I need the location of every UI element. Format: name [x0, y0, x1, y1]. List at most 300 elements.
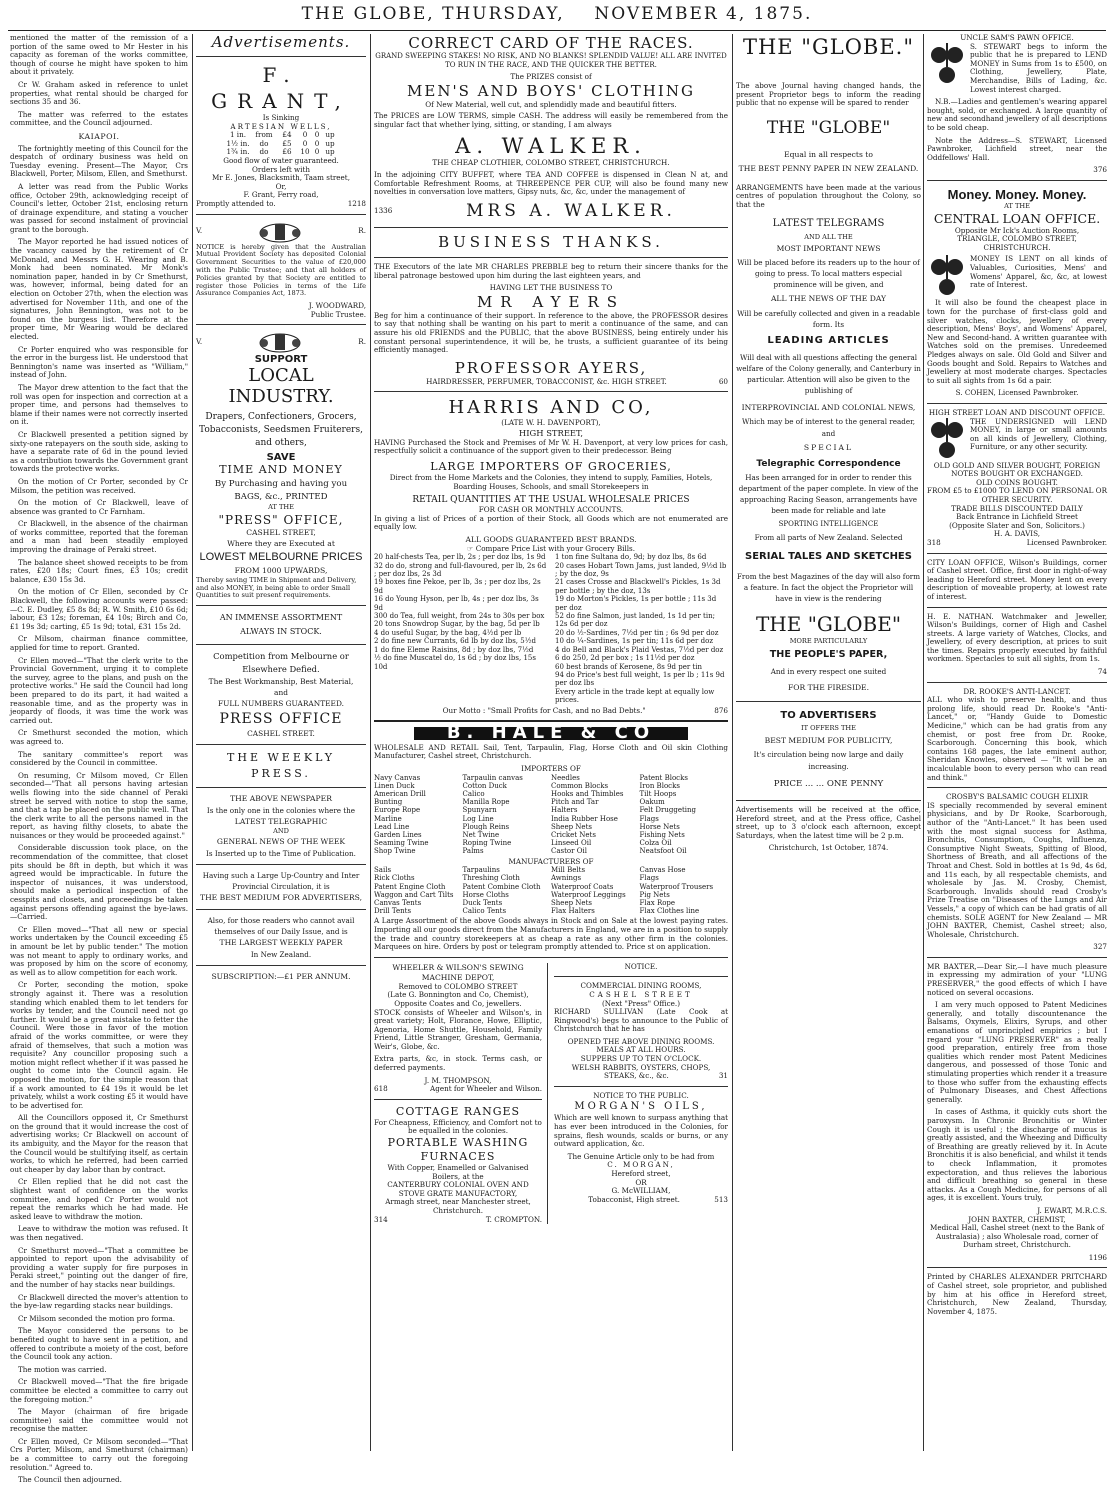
headline: THE "GLOBE."	[742, 35, 915, 59]
line: The Best Workmanship, Best Material,	[208, 677, 354, 687]
line: HAVING LET THE BUSINESS TO	[489, 283, 613, 293]
grant-price-table	[196, 131, 366, 157]
headline: MEN'S AND BOYS' CLOTHING	[407, 81, 695, 100]
manufacture-item: Tarpaulins	[462, 866, 500, 875]
paragraph: Cr Blackwell moved—"That the fire brigade committee be elected a committee to carry out the foregoing motion."	[10, 1377, 188, 1404]
import-item: Spunyarn	[462, 806, 497, 815]
headline: LARGE IMPORTERS OF GROCERIES,	[430, 460, 672, 474]
line: Will deal with all questions affecting the general welfare of the Colony generally, and Canterbury in particular. Attention will also be given to the publishing of	[736, 353, 921, 396]
import-item: Hooks and Thimbles	[551, 789, 624, 798]
line: SPORTING INTELLIGENCE	[778, 520, 879, 529]
price-list-item: 32 do do, strong and full-flavoured, per lb, 2s 6d ; per doz lbs, 2s 3d	[374, 561, 547, 579]
subheading: MANUFACTURERS OF	[508, 856, 594, 866]
line: CASHEL STREET.	[247, 729, 315, 739]
divider	[554, 976, 728, 977]
line: Will be carefully collected and given in a readable form. Its	[737, 309, 920, 330]
line: AND	[273, 827, 289, 836]
line: IT OFFERS THE	[800, 724, 856, 733]
divider	[927, 180, 1107, 181]
ad-number: 74	[1097, 667, 1107, 677]
imports-grid	[374, 774, 728, 856]
ad-number: 31	[718, 1071, 728, 1081]
divider	[927, 957, 1107, 958]
grant-line: F. Grant, Ferry road,	[243, 190, 319, 200]
import-item: Sheep Nets	[551, 822, 592, 831]
divider	[927, 787, 1107, 788]
price-list-right	[555, 553, 728, 704]
import-item: Tilt Hoops	[639, 789, 677, 798]
line: STEAKS, &c., &c.	[604, 1071, 669, 1081]
import-item: Pitch and Tar	[551, 798, 599, 807]
paragraph: mentioned the matter of the remission of a portion of the same owed to Mr Hester in his capacity as foreman of the works committee, though of course he might have spoken to him about it privately.	[10, 33, 188, 77]
manufacture-item: Flags	[639, 874, 659, 883]
divider	[374, 227, 728, 228]
paragraph: ARRANGEMENTS have been made at the various centres of population throughout the Colony, so that the	[736, 182, 921, 209]
divider	[374, 391, 728, 392]
paragraph: Cr Smethurst moved—"That a committee be appointed to report upon the advisability of providing a water supply for fire purposes in Peraki street," pointing out the danger of fire, and the number of hay stacks near buildings.	[10, 1245, 188, 1289]
line: BEST MEDIUM FOR PUBLICITY,	[764, 735, 893, 745]
line: The PRIZES consist of	[510, 72, 592, 82]
paragraph: STOCK consists of Wheeler and Wilson's, in great variety; Holt, Florance, Howe, Elliptic, Agenoria, Home Shuttle, Household, Family Friend, Little Stranger, Gresham, Germania, Weir's, Globe, &c.	[374, 1007, 542, 1051]
masthead-left: THE GLOBE, THURSDAY,	[301, 4, 565, 24]
manufacture-item: Patent Combine Cloth	[462, 882, 541, 891]
grant-price-row: 1½ in. do £5 0 0 up	[226, 138, 335, 148]
price-list-item: 20 half-chests Tea, per lb, 2s ; per doz lbs, 1s 9d	[374, 553, 546, 562]
ad-number: 1196	[1088, 1252, 1107, 1262]
import-item: Colza Oil	[639, 839, 672, 848]
divider	[374, 1099, 542, 1100]
price-list-item: 1 ton fine Sultana do, 9d; by doz lbs, 8s 6d	[555, 553, 707, 562]
paragraph: Cr Blackwell, in the absence of the chairman of works committee, reported that the foreman and a man had been steadily employed improving the drainage of Peraki street.	[10, 519, 188, 555]
manufacture-item: Canvas Tents	[374, 898, 422, 907]
line: AND ALL THE	[804, 232, 853, 241]
line: INTERPROVINCIAL AND COLONIAL NEWS,	[741, 403, 916, 413]
line: AN IMMENSE ASSORTMENT	[219, 613, 343, 623]
headline: LOWEST MELBOURNE PRICES	[199, 550, 363, 563]
line: TRIANGLE, COLOMBO STREET,	[957, 234, 1077, 244]
line: ALL THE NEWS OF THE DAY	[770, 294, 887, 304]
headline: COTTAGE RANGES	[395, 1104, 521, 1118]
price-list-item: 19 do Morton's Pickles, 1s per bottle ; 11s 3d per doz	[555, 595, 717, 612]
line: Opposite Mr Ick's Auction Rooms,	[954, 225, 1080, 235]
price-list-item: 6 do 250, 2d per box ; 1s 11½d per doz	[555, 654, 695, 663]
paragraph: N.B.—Ladies and gentlemen's wearing apparel bought, sold, or exchanged. A large quantity of new and secondhand jewellery of all descriptions to be sold cheap.	[927, 97, 1107, 132]
column-rule	[732, 34, 733, 1451]
imprint: Printed by CHARLES ALEXANDER PRITCHARD of Cashel street, sole proprietor, and published by him at his office in Hereford street, Christchurch, New Zealand, Thursday, November 4, 1875.	[927, 1272, 1107, 1316]
divider	[196, 744, 366, 745]
line: SPECIAL	[803, 443, 854, 453]
line: T. CROMPTON.	[485, 1214, 542, 1224]
paragraph: Leave to withdraw the motion was refused. It was then negatived.	[10, 1224, 188, 1242]
headline: A. WALKER.	[455, 133, 647, 158]
price-list-item: 52 do fine Salmon, just landed, 1s 1d per tin; 12s 6d per doz	[555, 612, 715, 629]
line: THE ABOVE NEWSPAPER	[230, 794, 332, 804]
import-item: Cotton Duck	[462, 781, 507, 790]
paragraph: A letter was read from the Public Works office, October 29th, acknowledging receipt of Council's letter, October 21st, enclosing return of drainage expenditure, and stating a voucher was passed for second instalment of provincial grant to the borough.	[10, 181, 188, 234]
line: CANTERBURY COLONIAL OVEN AND STOVE GRATE MANUFACTORY,	[387, 1180, 529, 1198]
line: FOR CASH OR MONTHLY ACCOUNTS.	[478, 505, 624, 515]
paragraph: Advertisements will be received at the office, Hereford street, and at the Press office, Cashel street, up to 3 o'clock each afternoon, except Saturdays, when the latest time will be 2 p.m.	[736, 804, 921, 840]
line: Is Inserted up to the Time of Publication.	[206, 849, 356, 859]
price-list-item: 16 do Young Hyson, per lb, 4s ; per doz lbs, 3s 9d	[374, 595, 539, 612]
price-list-item: 20 cases Hobart Town Jams, just landed, 9½d lb ; by the doz, 9s	[555, 561, 727, 579]
grant-line: Or,	[275, 181, 287, 191]
line: S. COHEN, Licensed Pawnbroker.	[955, 388, 1079, 398]
paragraph: The Mayor drew attention to the fact that the roll was open for inspection and correction at a proper time, and persons had themselves to blame if their names were not correctly inserted on it.	[10, 382, 188, 427]
divider	[927, 1267, 1107, 1268]
paragraph: THE Executors of the late MR CHARLES PREBBLE beg to return their sincere thanks for the liberal patronage bestowed upon him during the last eighteen years, and	[374, 261, 728, 280]
import-item: Garden Lines	[374, 830, 422, 839]
price-list-item: 20 tons Snowdrop Sugar, by the bag, 5d per lb	[374, 620, 540, 629]
paragraph: WHOLESALE AND RETAIL Sail, Tent, Tarpaulin, Flag, Horse Cloth and Oil skin Clothing Manufacturer, Cashel street, Christchurch.	[374, 742, 728, 761]
line: FROM £5 to £1000 TO LEND ON PERSONAL OR OTHER SECURITY.	[927, 486, 1107, 504]
import-item: Common Blocks	[551, 781, 609, 790]
line: Hereford street,	[611, 1169, 671, 1178]
import-item: Seaming Twine	[374, 839, 429, 848]
line: MOST IMPORTANT NEWS	[776, 244, 881, 254]
headline: MORGAN'S OILS,	[574, 1101, 708, 1113]
paragraph: Cr Smethurst seconded the motion, which was agreed to.	[10, 728, 188, 746]
divider	[927, 403, 1107, 404]
paragraph: MONEY IS LENT on all kinds of Valuables, Curiosities, Mens' and Womens' Apparel, &c, &c, at lowest rate of Interest.	[970, 254, 1107, 290]
divider	[927, 607, 1107, 608]
import-item: Log Line	[462, 814, 494, 823]
line: THE BEST PENNY PAPER IN NEW ZEALAND.	[738, 163, 919, 173]
divider	[196, 909, 366, 910]
line: C. MORGAN,	[607, 1160, 675, 1170]
paragraph: In cases of Asthma, it quickly cuts short the paroxysm. In Chronic Bronchitis or Winter Cough it is useful ; the discharge of mucus is greatly assisted, and the Wheezing and Difficulty of Breathing are greatly relieved by it. In Acute Bronchitis it is also beneficial, and whilst it tends to check Inflammation, it promotes expectoration, and thus relieves the laborious and difficult breathing so general in these attacks. As a Cough Medicine, for persons of all ages, it is excellent. Yours truly,	[927, 1107, 1107, 1203]
price-list-item: ½ do fine Muscatel do, 1s 6d ; by doz lbs, 15s 10d	[374, 654, 536, 671]
pointing-hand-icon: ☞	[466, 543, 474, 553]
import-item: Calico	[462, 789, 485, 798]
line: TRADE BILLS DISCOUNTED DAILY	[951, 503, 1083, 513]
manufacture-item: Threshing Cloth	[462, 874, 520, 883]
paragraph: The Mayor considered the persons to be benefited ought to have sent in a petition, and offered to contribute a moiety of the cost, before the Council took any action.	[10, 1326, 188, 1362]
line: CHRISTCHURCH.	[983, 242, 1051, 252]
line: SUBSCRIPTION:—£1 PER ANNUM.	[211, 972, 351, 982]
line: Back Entrance in Lichfield Street	[956, 512, 1078, 522]
line: WELSH RABBITS, OYSTERS, CHOPS,	[571, 1062, 711, 1072]
ad-number: 618	[374, 1084, 388, 1094]
paragraph: On resuming, Cr Milsom moved, Cr Ellen seconded—"That all persons having artesian wells flowing into the side channel of Peraki street be served with notice to stop the same, and that a tap be placed on the public well. That the clerk write to all the persons named in the report, as having filthy closets, to abate the nuisances or they would be proceeded against."	[10, 770, 188, 840]
import-item: Plough Reins	[462, 822, 510, 831]
headline: Money. Money. Money.	[947, 186, 1087, 202]
line: Armagh street, near Manchester street, Christchurch.	[385, 1197, 531, 1215]
import-item: Oakum	[639, 798, 665, 807]
masthead-rule	[8, 30, 1106, 31]
paragraph: Cr Porter, seconding the motion, spoke strongly against it. There was a resolution standing which enabled them to let tenders for works by tender, and the Council need not go further. It would be a great mistake to fetter the Council. Were those in favor of the motion afraid of the works committee, or were they afraid of themselves, that such a motion was requisite? Any councillor proposing such a motion might reflect whether if it was passed he ought to come into the Council again. He opposed the motion, for the simple reason that if a work amounted to £4 19s it would be let privately, whilst a work costing £5 it would have to be advertised for.	[10, 980, 188, 1110]
price-list-item: 94 do Price's best full weight, 1s per lb ; 11s 9d per doz lbs	[555, 670, 725, 688]
section-heading: KAIAPOI.	[78, 131, 120, 141]
headline: "PRESS" OFFICE,	[218, 513, 344, 528]
paragraph: Note the Address—S. STEWART, Licensed Pawnbroker, Lichfield street, near the Oddfellows' Hall.	[927, 135, 1107, 162]
paragraph: Cr Ellen moved—"That the clerk write to the Provincial Government, urging it to complete the survey, agree to the plans, and push on the protective works." He said the Council had long been prepared to do its part, it had waited a reasonable time, and as the property was in jeopardy of floods, it was time the work was carried out.	[10, 655, 188, 725]
manufacture-item: Sheep Nets	[551, 898, 592, 907]
line: With Copper, Enamelled or Galvanised Boilers, at the	[387, 1163, 529, 1181]
grant-line: Good flow of water guaranteed.	[223, 155, 339, 165]
main-advertisements-column	[374, 34, 728, 1451]
price-list-item: 19 boxes fine Pekoe, per lb, 3s ; per doz lbs, 2s 9d	[374, 578, 541, 595]
import-item: Neatsfoot Oil	[639, 847, 687, 856]
paragraph: The Mayor (chairman of fire brigade committee) said the committee would not recognise the matter.	[10, 1407, 188, 1434]
import-item: Marline	[374, 814, 402, 823]
paragraph: On the motion of Cr Blackwell, leave of absence was granted to Cr Farnham.	[10, 498, 188, 516]
paragraph: The sanitary committee's report was considered by the Council in committee.	[10, 749, 188, 768]
line: Having such a Large Up-Country and Inter Provincial Circulation, it is	[202, 871, 360, 892]
divider	[196, 965, 366, 966]
headline: Telegraphic Correspondence	[756, 459, 901, 470]
headline: CROSBY'S BALSAMIC COUGH ELIXIR	[945, 792, 1089, 802]
vr-letter: V.	[196, 337, 203, 346]
ad-number: 1336	[374, 206, 393, 216]
import-item: Net Twine	[462, 830, 500, 839]
ad-number: 513	[714, 1194, 728, 1204]
ad-number: 327	[1093, 942, 1107, 952]
paragraph: MR BAXTER,—Dear Sir,—I have much pleasure in expressing my admiration of your "LUNG PRESERVER," the good effects of which I have noticed on several occasions.	[927, 961, 1107, 997]
paragraph: NOTICE is hereby given that the Australian Mutual Provident Society has deposited Colonial Government Securities to the value of £20,000 with the Public Trustee; and that all holders of Policies granted by that Society are entitled to register those Policies in terms of the Life Assurance Companies Act, 1873.	[196, 242, 366, 298]
line: From all parts of New Zealand. Selected	[754, 533, 903, 543]
line: Will be placed before its readers up to the hour of going to press. To local matters especial prominence will be given, and	[737, 258, 920, 290]
line: Which may be of interest to the general reader, and	[741, 417, 916, 439]
import-item: American Drill	[374, 789, 426, 798]
import-item: Shop Twine	[374, 847, 416, 856]
manufacture-item: Flax Rope	[639, 898, 676, 907]
pawnbrokers-column	[927, 34, 1107, 1451]
line: and	[274, 688, 288, 698]
import-item: Felt Druggeting	[639, 806, 697, 815]
royal-crest-icon	[255, 220, 305, 244]
paragraph: Medical Hall, Cashel street (next to the Bank of Australasia) ; also Wholesale road, corner of Durham street, Christchurch.	[929, 1223, 1105, 1250]
import-item: India Rubber Hose	[551, 814, 618, 823]
hale-logo: B. HALE & CO	[414, 727, 688, 740]
wheeler-wilson-ad	[374, 963, 548, 1224]
line: ALWAYS IN STOCK.	[240, 627, 322, 637]
manufacture-item: Drill Tents	[374, 907, 412, 916]
line: AT THE	[268, 503, 294, 512]
dining-rooms-ad	[554, 963, 728, 1224]
manufacture-item: Waterproof Trousers	[639, 882, 714, 891]
subheading: GRAND SWEEPING STAKES! NO RISK, AND NO BLANKS! SPLENDID VALUE! ALL ARE INVITED TO RUN IN THE RACE, AND THE QUICKER THE BETTER.	[375, 52, 727, 69]
line: In New Zealand.	[250, 950, 312, 960]
price-list-item: 10 do ¼-Sardines, 1s per tin; 11s 6d per doz	[555, 637, 714, 646]
line: HIGH STREET,	[518, 427, 584, 438]
line: Tobacconist, High street.	[588, 1194, 680, 1204]
paragraph: The PRICES are LOW TERMS, simple CASH. The address will easily be remembered from the singular fact that whether lying, sitting, or standing, I am always	[374, 111, 728, 129]
grant-line: Mr E. Jones, Blacksmith, Taam street,	[212, 173, 350, 183]
advertisements-column	[196, 34, 366, 1451]
paragraph: Cr Blackwell directed the mover's attention to the bye-law regarding stacks near buildings.	[10, 1292, 188, 1311]
paragraph: Direct from the Home Markets and the Colonies, they intend to supply, Families, Hotels, Boarding Houses, Schools, and small Storekeepers in	[389, 473, 713, 491]
divider	[196, 56, 366, 57]
line: Competition from Melbourne or Elsewhere Defied.	[213, 651, 349, 675]
price-list-item: Every article in the trade kept at equally low prices.	[555, 687, 715, 705]
line: Agent for Wheeler and Wilson.	[430, 1084, 542, 1094]
paragraph: Cr Blackwell presented a petition signed by sixty-one ratepayers on the south side, asking to have a separate rate of 6d in the pound levied as a contribution towards the Government grant towards the protective works.	[10, 429, 188, 474]
divider	[374, 257, 728, 258]
import-item: Palms	[462, 847, 484, 856]
paragraph: IS specially recommended by several eminent physicians, and by Dr Rooke, Scarborough, author of the "Anti-Lancet." It has been used with the most signal success for Asthma, Bronchitis, Consumption, Coughs, Influenza, Consumptive Night Sweats, Spitting of Blood, Shortness of Breath, and all affections of the Throat and Chest. Sold in bottles at 1s 9d, 4s 6d, and 11s each, by all respectable chemists, and wholesale by Jas. M. Crosby, Chemist, Scarborough. Invalids should read Crosby's Prize Treatise on "Diseases of the Lungs and Air Vessels," a copy of which can be had gratis of all chemists. SOLE AGENT for New Zealand — MR JOHN BAXTER, Chemist, Cashel street; also, Wholesale, Christchurch.	[927, 800, 1107, 939]
divider	[927, 553, 1107, 554]
line: CASHEL STREET	[589, 989, 693, 999]
line: G. McWILLIAM,	[611, 1186, 671, 1196]
line: THE CHEAP CLOTHIER, COLOMBO STREET, CHRISTCHURCH.	[432, 157, 670, 167]
manufacture-item: Duck Tents	[462, 898, 503, 907]
paragraph: Cr Ellen moved, Cr Milsom seconded—"That Crs Porter, Milsom, and Smethurst (chairman) be a committee to carry out the foregoing resolution." Agreed to.	[10, 1436, 188, 1472]
divider	[736, 800, 921, 801]
manufacture-item: Waterproof Coats	[551, 882, 614, 891]
paragraph: The above Journal having changed hands, the present Proprietor begs to inform the reading public that no expense will be spared to render	[736, 81, 921, 108]
signature: J. EWART, M.R.C.S.	[1037, 1205, 1107, 1215]
column-rule	[370, 34, 371, 1451]
import-item: Roping Twine	[462, 839, 512, 848]
paragraph: I am very much opposed to Patent Medicines generally, and totally discountenance the Balsams, Oxymels, Elixirs, Syrups, and other emanations of unprincipled empirics ; but I regard your "LUNG PRESERVER" as a really good preparation, entirely free from those qualities which render most Patent Medicines dangerous, and possessed of those Tonic and stimulating properties which render it a treasure to those who suffer from the exhausting effects of Pulmonary Diseases, and Chest Affections generally.	[927, 1000, 1107, 1104]
line: MEALS AT ALL HOURS.	[596, 1045, 686, 1055]
line	[374, 545, 728, 554]
paragraph: Cr Porter enquired who was responsible for the error in the burgess list. He understood that Bennington's name was inserted as "William," instead of John.	[10, 344, 188, 380]
paragraph: A Large Assortment of the above Goods always in Stock and on Sale at the lowest paying rates. Importing all our goods direct from the Manufacturers in England, we are in a position to supply the trade and country storekeepers at as cheap a rate as any other firm in the colonies. Marquees on hire. Orders by post or telegram promptly attended to. Price st on application.	[374, 916, 728, 952]
price-list-item: 4 do Bell and Black's Plaid Vestas, 7½d per doz	[555, 645, 724, 654]
manufacture-item: Horse Cloths	[462, 890, 509, 899]
divider	[736, 701, 921, 702]
price-list-item: 20 do ½-Sardines, 7½d per tin ; 6s 9d per doz	[555, 628, 719, 637]
vr-letter: V.	[196, 226, 203, 236]
line: CASHEL STREET,	[246, 528, 316, 538]
headline: SAVE	[266, 451, 296, 463]
paragraph: Thereby saving TIME in Shipment and Delivery, and also MONEY, in being able to order Small Quantities to suit present requirements.	[196, 575, 357, 600]
line: ALL GOODS GUARANTEED BEST BRANDS.	[465, 535, 637, 545]
line: PRICE ... ... ONE PENNY	[773, 778, 884, 789]
line: By Purchasing and having you	[214, 479, 348, 490]
ad-number: 1218	[347, 198, 366, 208]
price-list	[374, 553, 728, 704]
line: H. A. DAVIS,	[993, 529, 1041, 539]
paragraph: All the Councillors opposed it, Cr Smethurst on the ground that it would increase the cost of advertising works; Cr Blackwell on account of its ambiguity, and the Mayor for the reason that the Council would be stultifying itself, as certain works, to which he referred, had been carried out cheaper by day labor than by contract.	[10, 1113, 188, 1174]
headline: CENTRAL LOAN OFFICE.	[933, 210, 1101, 226]
paragraph: Cr Milsom, chairman finance committee, applied for time to report. Granted.	[10, 634, 188, 652]
paragraph: Which are well known to surpass anything that has ever been introduced in the Colonies, for sprains, flesh wounds, scalds or burns, or any outward application, &c.	[554, 1113, 728, 1149]
paragraph: Cr Milsom seconded the motion pro forma.	[18, 1313, 176, 1323]
headline: LATEST TELEGRAMS	[772, 217, 885, 229]
line: The Genuine Article only to be had from	[567, 1151, 715, 1161]
line: NOTICE TO THE PUBLIC.	[593, 1090, 689, 1100]
masthead-right: NOVEMBER 4, 1875.	[594, 4, 813, 24]
price-list-item: 300 do Tea, full weight, from 24s to 30s per box	[374, 612, 545, 621]
signature: J. WOODWARD,	[308, 301, 366, 311]
import-item: Bunting	[374, 798, 403, 807]
paragraph: THE UNDERSIGNED will LEND MONEY, in large or small amounts on all kinds of Jewellery, Clothing, Furniture, or any other security.	[970, 416, 1107, 452]
line: SUPPERS UP TO TEN O'CLOCK.	[580, 1054, 702, 1064]
line: GENERAL NEWS OF THE WEEK	[216, 837, 346, 847]
column-title: Advertisements.	[211, 33, 351, 51]
divider	[927, 682, 1107, 683]
import-item: Cricket Nets	[551, 830, 596, 839]
line: (Opposite Slater and Son, Solicitors.)	[949, 520, 1085, 530]
line: JOHN BAXTER, CHEMIST,	[968, 1214, 1066, 1224]
headline: DR. ROOKE'S ANTI-LANCET.	[963, 686, 1071, 696]
import-item: Europe Rope	[374, 806, 421, 815]
headline: PORTABLE WASHING FURNACES	[387, 1136, 529, 1164]
line: OR	[635, 1177, 647, 1187]
paragraph: The Council then adjourned.	[18, 1475, 122, 1485]
line: Equal in all respects to	[784, 149, 873, 159]
line: BAGS, &c., PRINTED	[234, 492, 328, 503]
headline: HARRIS AND CO,	[448, 397, 654, 419]
paragraph: Extra parts, &c, in stock. Terms cash, or deferred payments.	[374, 1054, 542, 1073]
line: Licensed Pawnbroker.	[1026, 537, 1107, 547]
grant-line: Orders left with	[252, 164, 310, 174]
paragraph: The fortnightly meeting of this Council for the despatch of ordinary business was held on Tuesday evening. Present—The Mayor, Crs Blackwell, Porter, Milsom, Ellen, and Smethurst.	[10, 143, 188, 179]
paragraph: HAVING Purchased the Stock and Premises of Mr W. H. Davenport, at very low prices for cash, respectfully solicit a continuance of the support given to their predecessor. Being	[374, 437, 728, 456]
ad-number: 376	[1093, 165, 1107, 175]
line: FULL NUMBERS GUARANTEED.	[218, 699, 344, 709]
ad-number: 318	[927, 537, 941, 547]
divider	[196, 644, 366, 645]
paragraph: RICHARD SULLIVAN (Late Cook at Ringwood's) begs to announce to the Public of Christchurch that he has	[554, 1007, 728, 1034]
headline: SERIAL TALES AND SKETCHES	[745, 551, 912, 563]
line: For Cheapness, Efficiency, and Comfort not to be equalled in the colonies.	[374, 1117, 542, 1136]
pawn-balls-icon	[927, 43, 967, 87]
paragraph: Considerable discussion took place, on the recommendation of the committee, that closet pits should be 8ft in depth, but which it was agreed would be impracticable. In future the inspector of nuisances, it was understood, should make a periodical inspection of the cesspits and closets, and proceedings be taken against persons offending against the bye-laws.—Carried.	[10, 843, 188, 922]
price-list-item: 4 do useful Sugar, by the bag, 4½d per lb	[374, 628, 522, 637]
headline: TIME AND MONEY	[219, 463, 343, 477]
paragraph: The balance sheet showed receipts to be from rates, £20 18s; Court fines, £3 10s; credit balance, £30 15s 3d.	[10, 557, 188, 584]
headline: MRS A. WALKER.	[466, 200, 676, 221]
headline: THE "GLOBE"	[755, 612, 902, 637]
import-item: Patent Blocks	[639, 773, 688, 782]
manufacture-item: Waggon and Cart Tilts	[374, 890, 454, 899]
column-rule	[192, 34, 193, 1451]
import-item: Castor Oil	[551, 847, 587, 856]
line: J. M. THOMPSON,	[424, 1075, 492, 1085]
paragraph: In the adjoining CITY BUFFET, where TEA AND COFFEE is dispensed in Clean N at, and Comfortable Refreshment Rooms, at THREEPENCE PER CUP, will also be found many new novelties in conversation love matters, Gipsy nuts, &c, &c, under the management of	[374, 170, 728, 197]
import-item: Halters	[551, 806, 578, 815]
headline: LOCAL INDUSTRY.	[228, 364, 334, 407]
manufactures-grid	[374, 866, 728, 915]
line: MORE PARTICULARLY	[789, 637, 868, 646]
manufacture-item: Rick Cloths	[374, 874, 415, 883]
divider	[196, 324, 366, 325]
headline: THE PEOPLE'S PAPER,	[769, 649, 888, 661]
motto: Our Motto : "Small Profits for Cash, and no Bad Debts."	[442, 705, 646, 715]
line: (LATE W. H. DAVENPORT),	[501, 418, 601, 428]
price-list-item: 60 best brands of Kerosene, 8s 9d per tin	[555, 662, 702, 671]
ad-number: 876	[714, 705, 728, 715]
price-list-item: 2 do fine new Currants, 6d lb by doz lbs, 5½d	[374, 637, 536, 646]
headline: TO ADVERTISERS	[780, 710, 877, 722]
paragraph: On the motion of Cr Ellen, seconded by Cr Blackwell, the following accounts were passed:—C. E. Dudley, £5 8s 8d; R. W. Smith, £10 6s 6d; labour, £3 12s; foreman, £4 10s; Birch and Co, £1 19s 3d; carting, £5 1s 9d; total, £31 15s 2d.	[10, 587, 188, 631]
line: Christchurch, 1st October, 1874.	[768, 843, 889, 853]
line: (Late G. Bonnington and Co, Chemist), Opposite Coates and Co, jewellers.	[387, 990, 529, 1008]
paragraph: The motion was carried.	[18, 1364, 107, 1374]
pawn-balls-icon	[927, 418, 967, 462]
grant-name: F. GRANT,	[211, 63, 351, 113]
paragraph: Beg for him a continuance of their support. In reference to the above, the PROFESSOR desires to say that nothing shall be wanting on his part to merit a continuance of the same, and can assure his old FRIENDS and the PUBLIC, that the above BUSINESS, being entirely under his constant personal superintendence, it will be, he trusts, a sufficient guarantee of its being efficiently managed.	[374, 310, 728, 355]
divider	[554, 1086, 728, 1087]
paragraph: Cr W. Graham asked in reference to unlet properties, what rental should be charged for sections 35 and 36.	[10, 79, 188, 107]
import-item: Tarpaulin canvas	[462, 773, 523, 782]
headline: WHEELER & WILSON'S SEWING MACHINE DEPOT,	[392, 962, 524, 982]
manufacture-item: Mill Belts	[551, 866, 586, 875]
paragraph: It will also be found the cheapest place in town for the purchase of first-class gold and silver watches, clocks, jewellery of every description, Mens' Boys', and Womens' Apparel, New and Second-hand. A written guarantee with Watches sold on the premises. Unredeemed Pledges always on sale. Old Gold and Silver and Goods bought and Sold. Repairs to Watches and Jewellery at most moderate charges. Spectacles to suit all sights from 1s 6d a pair.	[927, 298, 1107, 385]
line: THE BEST MEDIUM FOR ADVERTISERS,	[200, 893, 362, 903]
paragraph: H. E. NATHAN. Watchmaker and Jeweller, Wilson's Buildings, corner of High and Cashel streets. A large variety of Watches, Clocks, and Jewellery, of every description, at prices to suit the times. Repairs properly executed by faithful workmen. Spectacles to suit all sights, from 1s.	[927, 611, 1107, 664]
import-item: Iron Blocks	[639, 781, 680, 790]
headline: UNCLE SAM'S PAWN OFFICE.	[960, 33, 1074, 42]
price-list-left	[374, 553, 547, 704]
ad-number: 314	[374, 1214, 388, 1224]
line: LATEST TELEGRAPHIC	[234, 817, 328, 827]
import-item: Fishing Nets	[639, 830, 685, 839]
